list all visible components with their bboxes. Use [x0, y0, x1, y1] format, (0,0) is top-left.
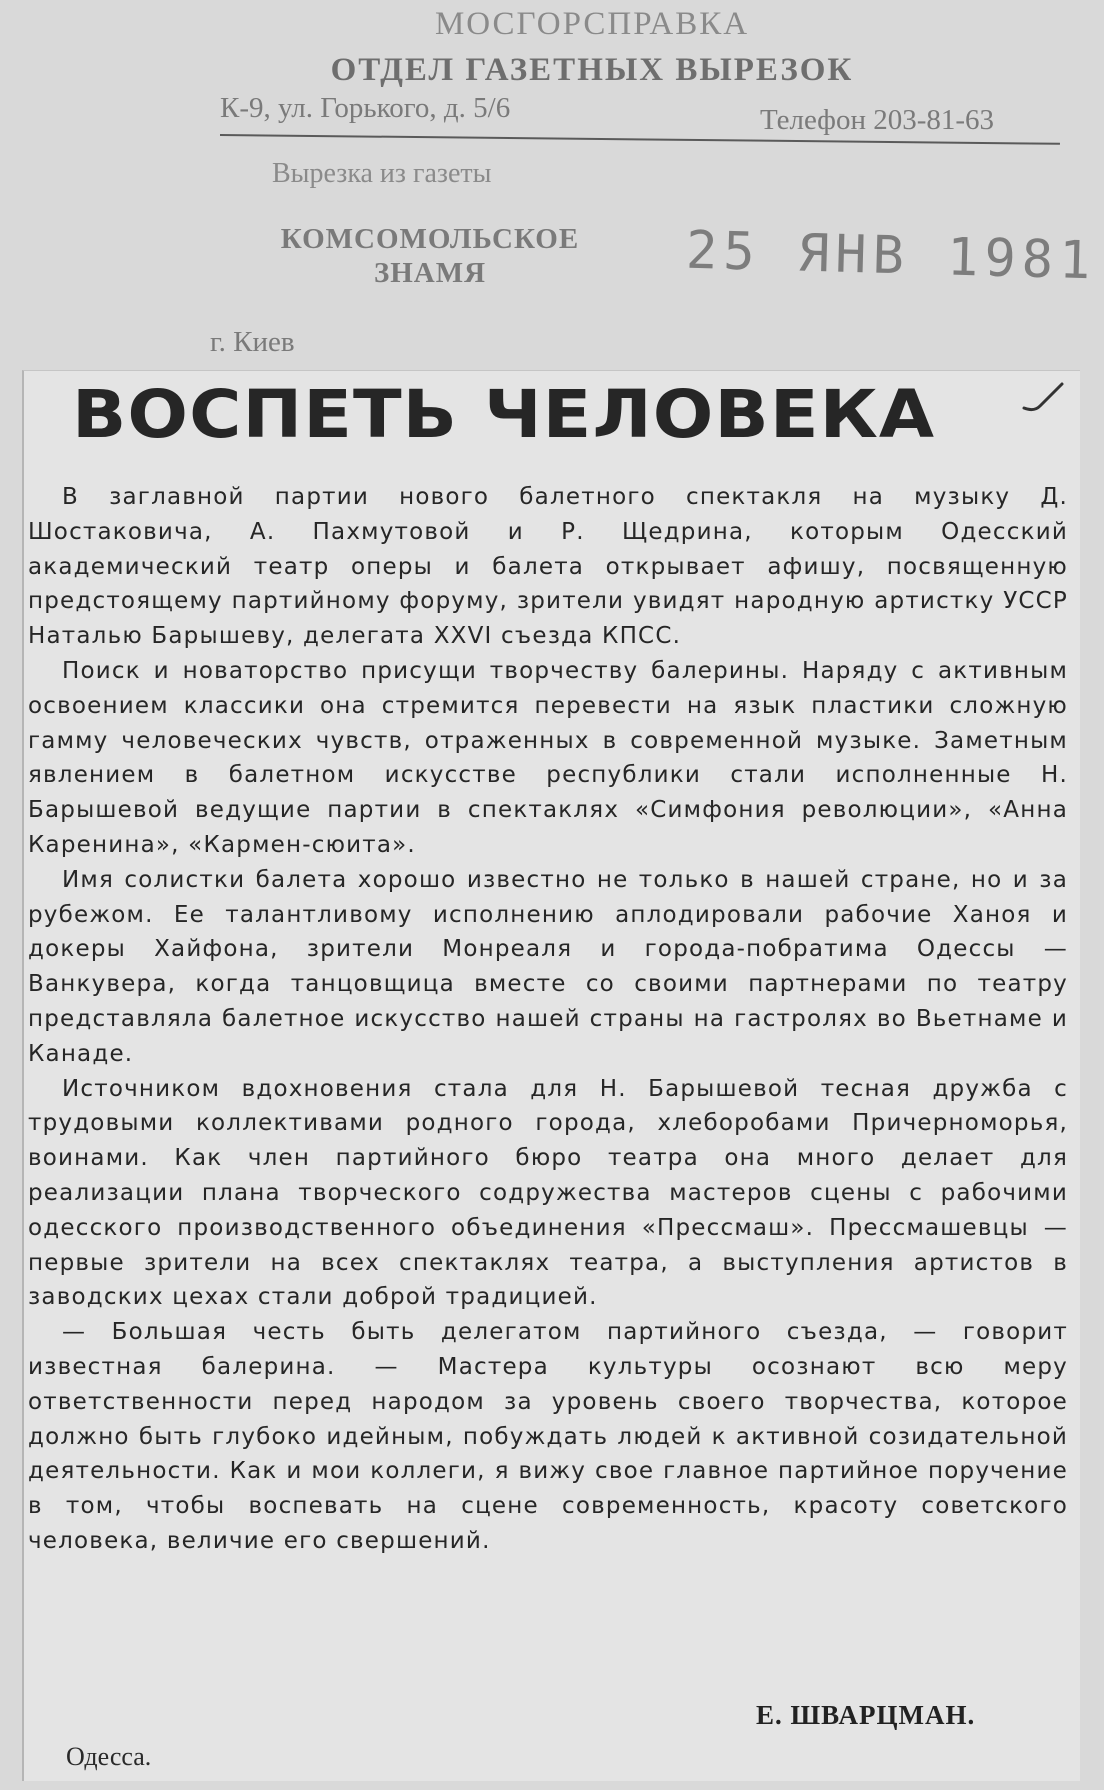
newspaper-name-line2: ЗНАМЯ: [373, 257, 487, 289]
article-body: [28, 480, 1068, 1559]
newspaper-name-line1: КОМСОМОЛЬСКОЕ: [280, 223, 580, 255]
article-paragraph: Источником вдохновения стала для Н. Барышевой тесная дружба с трудовыми коллективами родного города, хлеборобами Причерноморья, воинами. Как член партийного бюро театра она много делает для реализации плана творческого содружества мастеров сцены с рабочими одесского производственного объединения «Прессмаш». Прессмашевцы — первые зрители на всех спектаклях театра, а выступления артистов в заводских цехах стали доброй традицией.: [28, 1075, 1068, 1311]
department-name: ОТДЕЛ ГАЗЕТНЫХ ВЫРЕЗОК: [330, 52, 854, 88]
article-dateline: Одесса.: [66, 1742, 152, 1771]
article-paragraph: Имя солистки балета хорошо известно не только в нашей стране, но и за рубежом. Ее талантливому исполнению аплодировали рабочие Ханоя и докеры Хайфона, зрители Монреаля и города-побратима Одессы — Ванкувера, когда танцовщица вместе со своими партнерами по театру представляла балетное искусство нашей страны на гастролях во Вьетнаме и Канаде.: [28, 866, 1068, 1067]
article-byline: Е. ШВАРЦМАН.: [756, 1700, 976, 1730]
newspaper-name: [250, 222, 610, 290]
article-paragraph: — Большая честь быть делегатом партийного съезда, — говорит известная балерина. — Мастера культуры осознают всю меру ответственности перед народом за уровень своего творчества, которое должно быть глубоко идейным, побуждать людей к активной созидательной деятельности. Как и мои коллеги, я вижу свое главное партийное поручение в том, чтобы воспевать на сцене современность, красоту советского человека, величие его свершений.: [28, 1319, 1068, 1554]
check-mark-icon: [1020, 378, 1066, 424]
agency-address: К-9, ул. Горького, д. 5/6: [220, 92, 511, 124]
clip-source-label: Вырезка из газеты: [272, 158, 492, 189]
city-label: г. Киев: [210, 326, 295, 358]
agency-phone: Телефон 203-81-63: [760, 104, 995, 136]
article-paragraph: Поиск и новаторство присущи творчеству балерины. Наряду с активным освоением классики она стремится перевести на язык пластики сложную гамму человеческих чувств, отраженных в современной музыке. Заметным явлением в балетном искусстве республики стали исполненные Н. Барышевой ведущие партии в спектаклях «Симфония революции», «Анна Каренина», «Кармен-сюита».: [28, 657, 1068, 858]
agency-name: МОСГОРСПРАВКА: [434, 6, 750, 42]
article-headline: ВОСПЕТЬ ЧЕЛОВЕКА: [72, 376, 936, 453]
date-stamp: 25 ЯНВ 1981: [685, 220, 1098, 292]
article-paragraph: В заглавной партии нового балетного спектакля на музыку Д. Шостаковича, А. Пахмутовой и Р. Щедрина, которым Одесский академический театр оперы и балета открывает афишу, посвященную предстоящему партийному форуму, зрители увидят народную артистку УССР Наталью Барышеву, делегата XXVI съезда КПСС.: [28, 484, 1068, 650]
